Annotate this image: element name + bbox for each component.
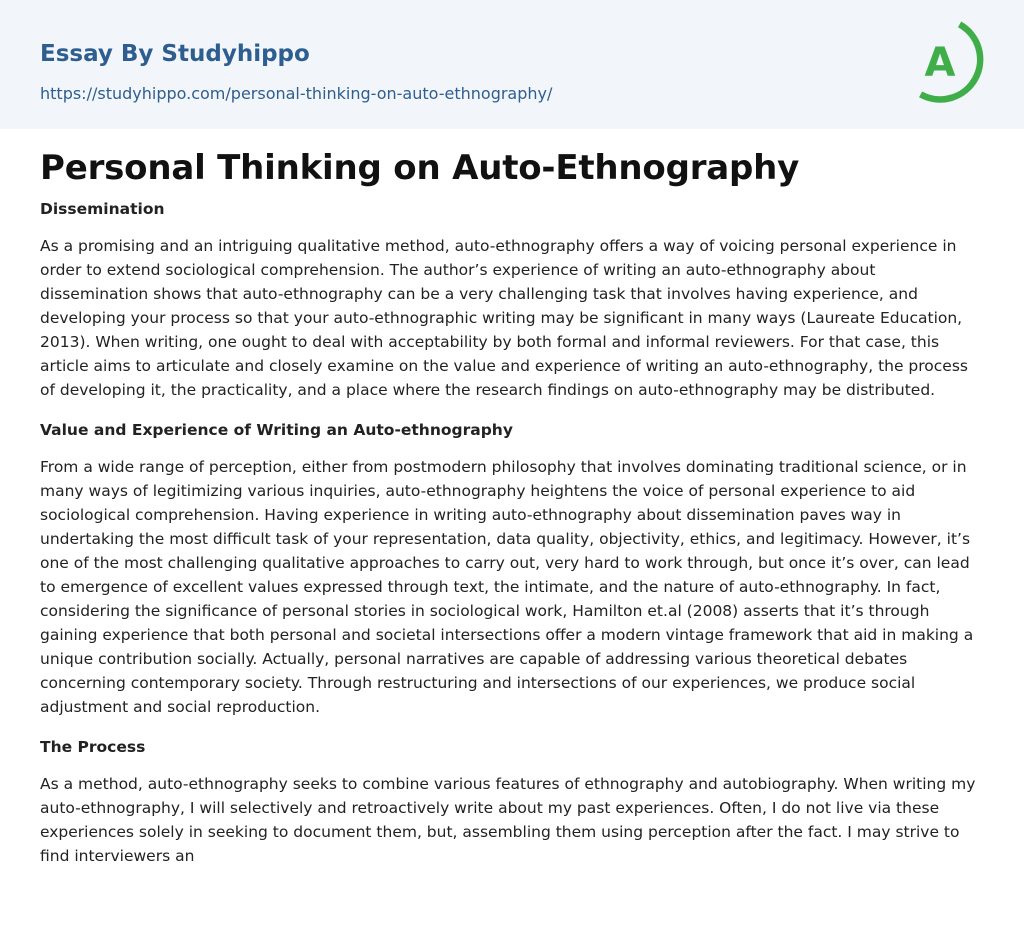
section-heading-value-experience: Value and Experience of Writing an Auto-ethnography bbox=[40, 421, 513, 439]
studyhippo-logo-icon[interactable] bbox=[910, 19, 986, 105]
source-url-link[interactable]: https://studyhippo.com/personal-thinking-on-auto-ethnography/ bbox=[40, 84, 553, 103]
section-heading-dissemination: Dissemination bbox=[40, 200, 165, 218]
logo-letter: A bbox=[924, 40, 956, 86]
paragraph-dissemination: As a promising and an intriguing qualitative method, auto-ethnography offers a way of voicing personal experience in order to extend sociological comprehension. The author’s experience of writing an auto-ethnography about dissemination shows that auto-ethnography can be a very challenging task that involves having experience, and developing your process so that your auto-ethnographic writing may be significant in many ways (Laureate Education, 2013). When writing, one ought to deal with acceptability by both formal and informal reviewers. For that case, this article aims to articulate and closely examine on the value and experience of writing an auto-ethnography, the process of developing it, the practicality, and a place where the research findings on auto-ethnography may be distributed. bbox=[40, 237, 968, 399]
paragraph-process: As a method, auto-ethnography seeks to combine various features of ethnography and autobiography. When writing my auto-ethnography, I will selectively and retroactively write about my past experiences. Often, I do not live via these experiences solely in seeking to document them, but, assembling them using perception after the fact. I may strive to find interviewers an bbox=[40, 775, 976, 865]
paragraph-value-experience: From a wide range of perception, either from postmodern philosophy that involves dominating traditional science, or in many ways of legitimizing various inquiries, auto-ethnography heightens the voice of personal experience to aid sociological comprehension. Having experience in writing auto-ethnography about dissemination paves way in undertaking the most difficult task of your representation, data quality, objectivity, ethics, and legitimacy. However, it’s one of the most challenging qualitative approaches to carry out, very hard to work through, but once it’s over, can lead to emergence of excellent values expressed through text, the intimate, and the nature of auto-ethnography. In fact, considering the significance of personal stories in sociological work, Hamilton et.al (2008) asserts that it’s through gaining experience that both personal and societal intersections offer a modern vintage framework that aid in making a unique contribution socially. Actually, personal narratives are capable of addressing various theoretical debates concerning contemporary society. Through restructuring and intersections of our experiences, we produce social adjustment and social reproduction. bbox=[40, 458, 974, 716]
essay-content bbox=[0, 129, 1024, 868]
brand-title[interactable]: Essay By Studyhippo bbox=[40, 41, 310, 67]
section-heading-process: The Process bbox=[40, 738, 146, 756]
site-header bbox=[0, 0, 1024, 129]
page-title: Personal Thinking on Auto-Ethnography bbox=[40, 148, 800, 188]
